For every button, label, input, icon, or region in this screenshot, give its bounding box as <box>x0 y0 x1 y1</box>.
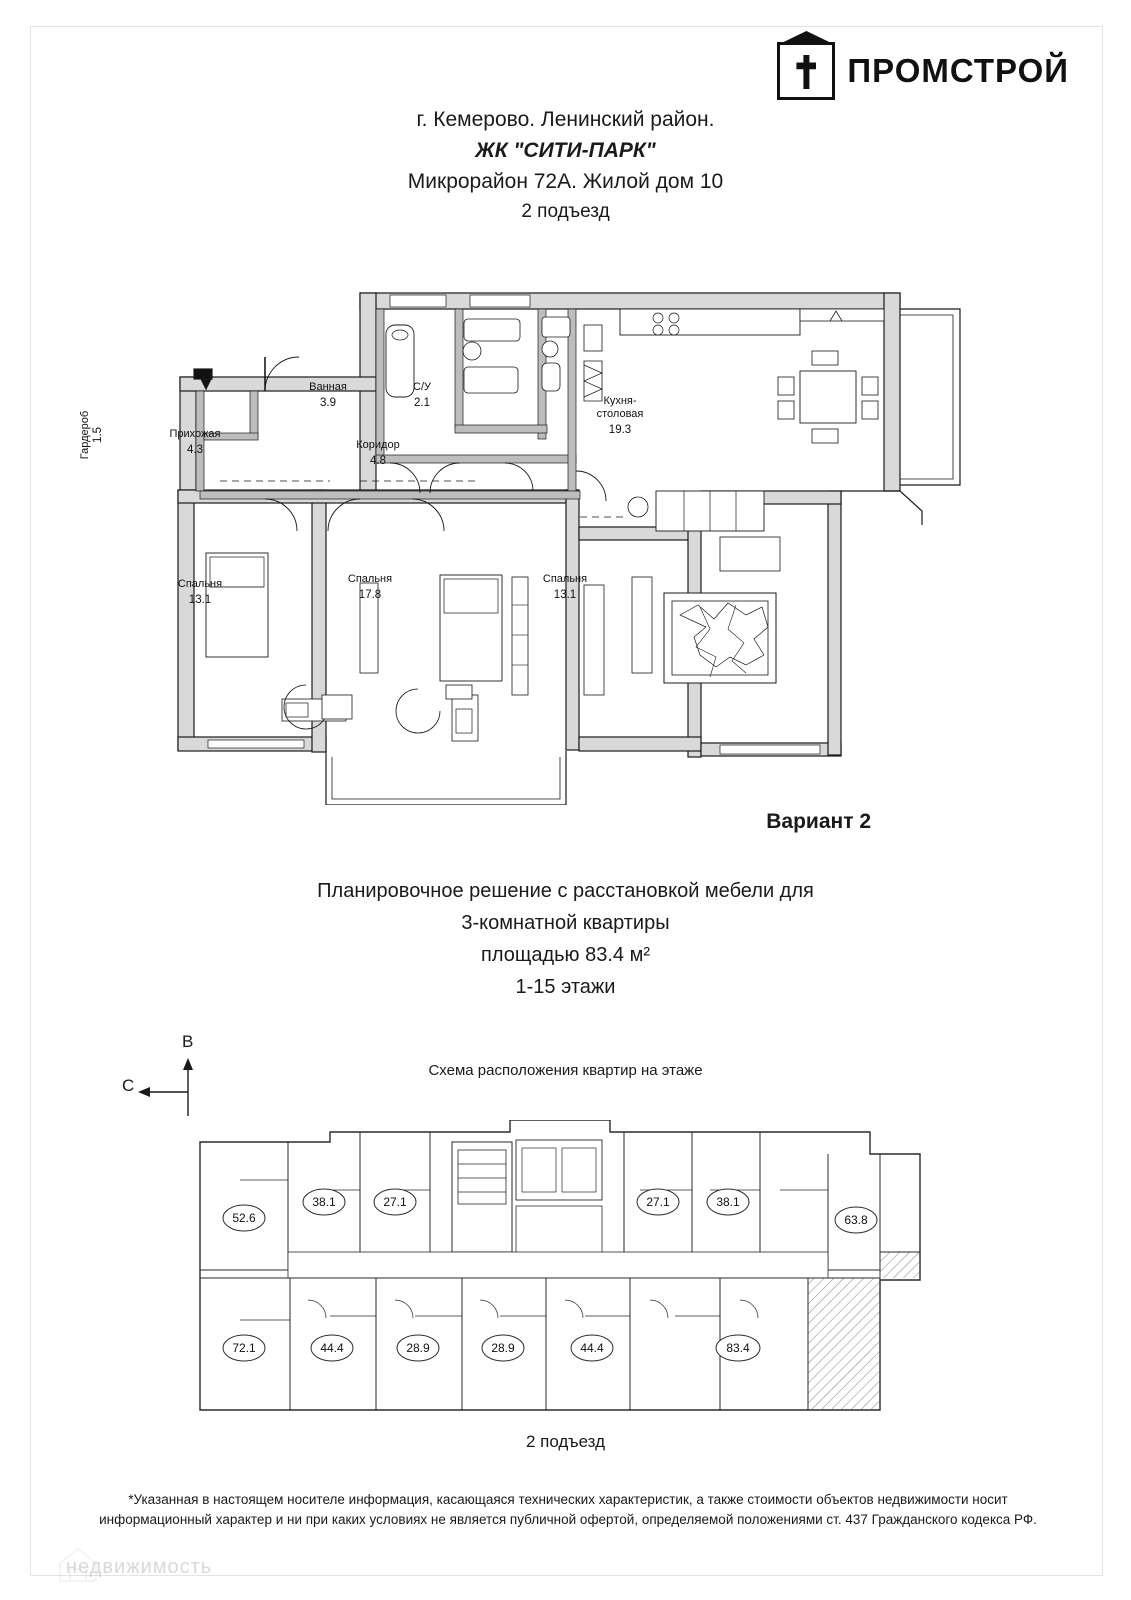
svg-text:44.4: 44.4 <box>320 1341 344 1355</box>
room-label-bedroom-2: Спальня <box>347 573 393 585</box>
room-area-bedroom-1: 13.1 <box>188 594 212 606</box>
room-area-garderob: 1.5 <box>92 427 104 443</box>
svg-text:52.6: 52.6 <box>232 1211 256 1225</box>
apartment-bubble-top-3 <box>637 1189 679 1215</box>
room-label-vannaya: Ванная <box>309 381 347 393</box>
apartment-bubble-top-4 <box>707 1189 749 1215</box>
desc-line-2: 3-комнатной квартиры <box>461 912 670 934</box>
floor-scheme-title: Схема расположения квартир на этаже <box>428 1062 703 1079</box>
svg-text:38.1: 38.1 <box>312 1195 336 1209</box>
apartment-bubble-bottom-4 <box>571 1335 613 1361</box>
person-glyph <box>796 55 816 89</box>
apartment-bubble-top-5 <box>835 1207 877 1233</box>
room-label-su: С/У <box>413 381 431 393</box>
svg-text:28.9: 28.9 <box>491 1341 515 1355</box>
apartment-bubble-bottom-3 <box>482 1335 524 1361</box>
svg-text:44.4: 44.4 <box>580 1341 604 1355</box>
svg-text:38.1: 38.1 <box>716 1195 740 1209</box>
desc-line-1: Планировочное решение с расстановкой мебели для <box>317 880 814 902</box>
apartment-bubble-bottom-5-highlighted <box>716 1335 760 1361</box>
house-with-person-icon <box>777 42 835 100</box>
room-area-prihozhaya: 4.3 <box>187 444 203 456</box>
title-building: Микрорайон 72А. Жилой дом 10 <box>407 170 724 193</box>
title-complex: ЖК "СИТИ-ПАРК" <box>475 139 656 162</box>
floor-scheme-diagram <box>180 1120 940 1420</box>
apartment-bubble-top-0 <box>223 1205 265 1231</box>
svg-text:72.1: 72.1 <box>232 1341 256 1355</box>
svg-text:28.9: 28.9 <box>406 1341 430 1355</box>
room-area-bedroom-2: 17.8 <box>358 589 382 601</box>
desc-line-4: 1-15 этажи <box>515 976 616 998</box>
room-label-kitchen-line2: столовая <box>596 408 644 420</box>
title-entrance: 2 подъезд <box>521 201 610 222</box>
apartment-bubble-bottom-2 <box>397 1335 439 1361</box>
page-title <box>0 108 1131 230</box>
apartment-bubble-top-2 <box>374 1189 416 1215</box>
room-area-vannaya: 3.9 <box>320 397 336 409</box>
compass-label-north: С <box>122 1076 135 1095</box>
watermark-text: недвижимость <box>66 1556 213 1578</box>
room-label-kitchen-line1: Кухня- <box>603 395 637 407</box>
svg-text:27.1: 27.1 <box>383 1195 407 1209</box>
apartment-bubble-bottom-0 <box>223 1335 265 1361</box>
plan-description <box>0 880 1131 1008</box>
room-label-prihozhaya: Прихожая <box>169 428 221 440</box>
svg-text:63.8: 63.8 <box>844 1213 868 1227</box>
title-city: г. Кемерово. Ленинский район. <box>416 108 715 131</box>
disclaimer-line-1: *Указанная в настоящем носителе информация, касающаяся технических характеристик, а также стоимости объектов недвижимости носит <box>128 1492 1008 1507</box>
desc-line-3: площадью 83.4 м² <box>481 944 650 966</box>
room-area-koridor: 4.8 <box>370 455 386 467</box>
svg-text:27.1: 27.1 <box>646 1195 670 1209</box>
legal-disclaimer <box>60 1490 1076 1531</box>
disclaimer-line-2: информационный характер и ни при каких условиях не является публичной офертой, определяемой положениями ст. 437 Гражданского кодекса РФ. <box>99 1512 1037 1528</box>
room-area-bedroom-3: 13.1 <box>553 589 577 601</box>
apartment-bubble-bottom-1 <box>311 1335 353 1361</box>
compass-label-east: В <box>182 1032 194 1051</box>
room-label-garderob: Гардероб <box>79 410 91 460</box>
brand-logo <box>777 42 1069 100</box>
room-area-su: 2.1 <box>414 397 430 409</box>
variant-label: Вариант 2 <box>766 810 871 833</box>
brand-name: ПРОМСТРОЙ <box>847 52 1069 89</box>
apartment-bubble-top-1 <box>303 1189 345 1215</box>
svg-text:83.4: 83.4 <box>726 1341 750 1355</box>
room-label-bedroom-1: Спальня <box>177 578 223 590</box>
room-area-kitchen: 19.3 <box>608 424 632 436</box>
apartment-floor-plan <box>60 285 1070 805</box>
scheme-entrance-label: 2 подъезд <box>525 1432 606 1451</box>
room-label-bedroom-3: Спальня <box>542 573 588 585</box>
room-label-koridor: Коридор <box>356 439 400 451</box>
